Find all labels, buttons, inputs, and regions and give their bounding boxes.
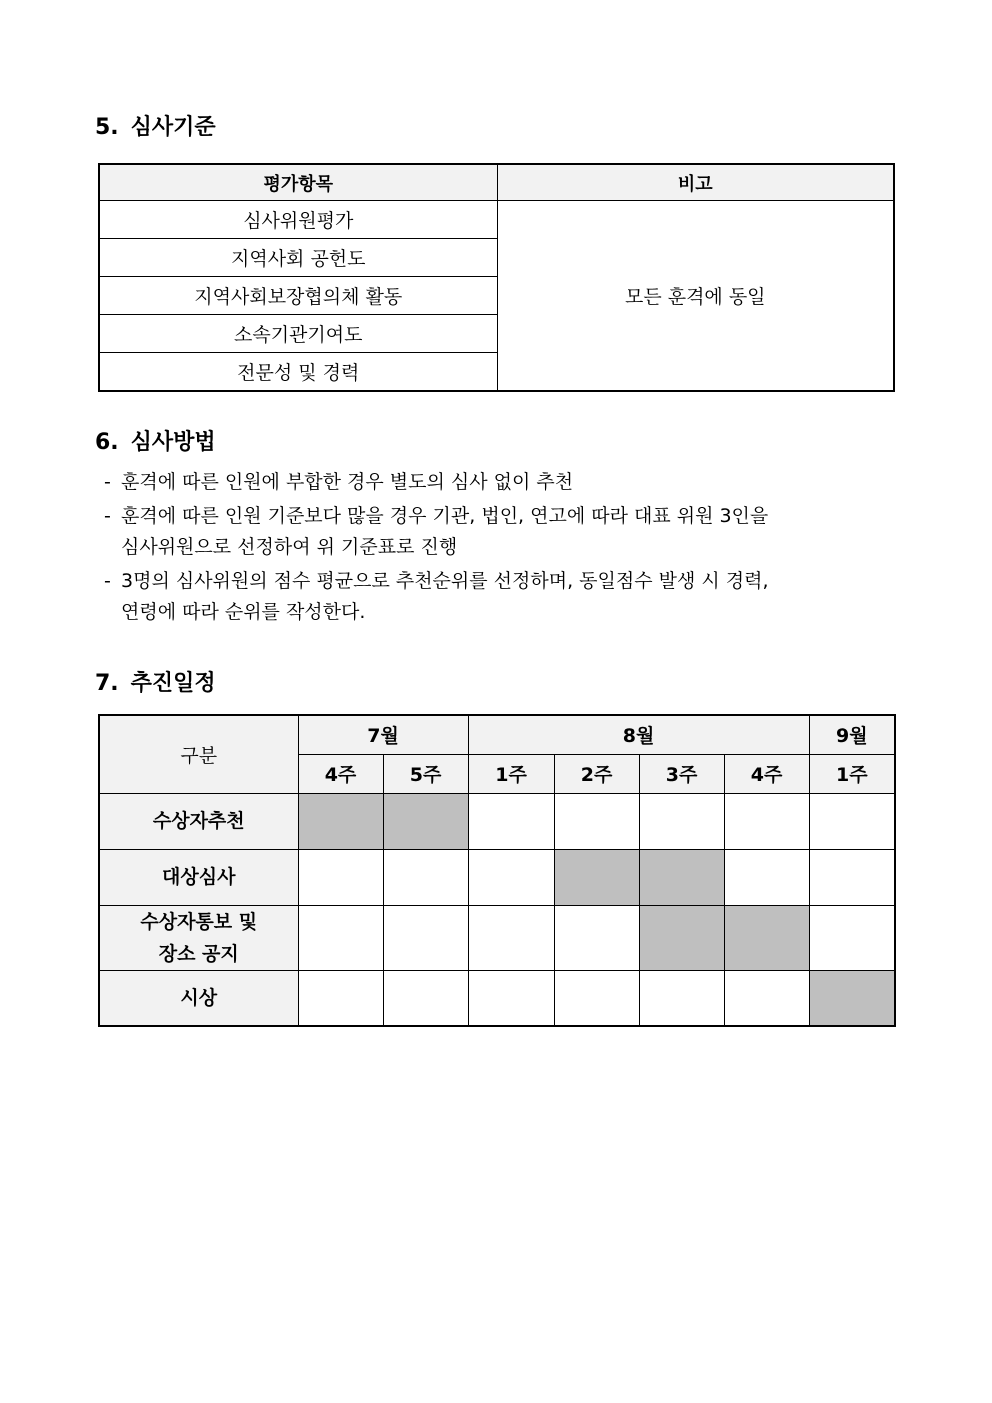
schedule-row xyxy=(99,905,895,970)
schedule-cell xyxy=(468,970,554,1026)
method-dash: - xyxy=(104,505,111,527)
schedule-cell-active xyxy=(724,905,809,970)
schedule-cell xyxy=(809,849,895,905)
criteria-item: 지역사회 공헌도 xyxy=(99,239,497,277)
week-header: 4주 xyxy=(724,754,809,793)
week-header: 5주 xyxy=(383,754,468,793)
method-dash: - xyxy=(104,471,111,493)
schedule-row-label-line: 대상심사 xyxy=(162,866,236,888)
schedule-row-label xyxy=(99,849,298,905)
month-header: 8월 xyxy=(468,715,809,754)
schedule-cell xyxy=(554,905,639,970)
schedule-cell xyxy=(724,793,809,849)
criteria-row xyxy=(99,201,894,239)
section-7-title: 추진일정 xyxy=(130,671,216,696)
criteria-item: 지역사회보장협의체 활동 xyxy=(99,277,497,315)
week-header: 1주 xyxy=(809,754,895,793)
schedule-cell-active xyxy=(298,793,383,849)
schedule-cell-active xyxy=(639,905,724,970)
week-header: 3주 xyxy=(639,754,724,793)
criteria-table xyxy=(98,163,895,392)
schedule-cell xyxy=(639,793,724,849)
schedule-row xyxy=(99,970,895,1026)
section-7-number: 7. xyxy=(95,671,119,696)
schedule-cell xyxy=(468,905,554,970)
schedule-cell xyxy=(298,970,383,1026)
method-item xyxy=(104,566,864,628)
criteria-header-note: 비고 xyxy=(497,164,894,201)
section-5-title: 심사기준 xyxy=(130,115,216,140)
criteria-header-row xyxy=(99,164,894,201)
criteria-note: 모든 훈격에 동일 xyxy=(497,201,894,392)
schedule-row-label-line: 시상 xyxy=(180,986,218,1009)
criteria-item: 전문성 및 경력 xyxy=(99,353,497,392)
schedule-cell xyxy=(383,970,468,1026)
method-list xyxy=(104,467,864,631)
schedule-cell-active xyxy=(383,793,468,849)
schedule-row-label xyxy=(99,793,298,849)
schedule-row-label-line: 수상자통보 및 xyxy=(140,910,258,933)
schedule-cell xyxy=(554,793,639,849)
method-line: 훈격에 따른 인원 기준보다 많을 경우 기관, 법인, 연고에 따라 대표 위원 3인을 xyxy=(121,505,769,527)
week-header: 4주 xyxy=(298,754,383,793)
method-item xyxy=(104,501,864,563)
month-header: 7월 xyxy=(298,715,468,754)
schedule-cell xyxy=(383,849,468,905)
criteria-header-item: 평가항목 xyxy=(99,164,497,201)
schedule-corner: 구분 xyxy=(99,715,298,793)
schedule-cell xyxy=(468,793,554,849)
method-line: 심사위원으로 선정하여 위 기준표로 진행 xyxy=(121,536,458,558)
schedule-row xyxy=(99,793,895,849)
method-line: 훈격에 따른 인원에 부합한 경우 별도의 심사 없이 추천 xyxy=(121,471,574,493)
criteria-item: 소속기관기여도 xyxy=(99,315,497,353)
section-6-number: 6. xyxy=(95,430,119,455)
schedule-cell xyxy=(468,849,554,905)
schedule-cell xyxy=(639,970,724,1026)
schedule-cell xyxy=(383,905,468,970)
method-line: 연령에 따라 순위를 작성한다. xyxy=(121,601,366,623)
schedule-cell-active xyxy=(639,849,724,905)
method-item xyxy=(104,467,864,498)
schedule-row-label xyxy=(99,970,298,1026)
method-dash: - xyxy=(104,570,111,592)
schedule-cell-active xyxy=(554,849,639,905)
schedule-cell-active xyxy=(809,970,895,1026)
schedule-month-row xyxy=(99,715,895,754)
schedule-row xyxy=(99,849,895,905)
section-6-heading xyxy=(95,428,216,458)
section-5-heading xyxy=(95,113,216,143)
schedule-cell xyxy=(724,849,809,905)
schedule-cell xyxy=(724,970,809,1026)
month-header: 9월 xyxy=(809,715,895,754)
section-5-number: 5. xyxy=(95,115,119,140)
schedule-cell xyxy=(554,970,639,1026)
schedule-cell xyxy=(298,905,383,970)
schedule-cell xyxy=(298,849,383,905)
section-7-heading xyxy=(95,669,216,699)
method-line: 3명의 심사위원의 점수 평균으로 추천순위를 선정하며, 동일점수 발생 시 경력, xyxy=(121,570,769,592)
schedule-cell xyxy=(809,905,895,970)
schedule-row-label xyxy=(99,905,298,970)
schedule-table xyxy=(98,714,896,1027)
criteria-item: 심사위원평가 xyxy=(99,201,497,239)
schedule-cell xyxy=(809,793,895,849)
schedule-row-label-line: 수상자추천 xyxy=(152,810,245,832)
schedule-row-label-line: 장소 공지 xyxy=(158,942,239,965)
section-6-title: 심사방법 xyxy=(130,430,216,455)
week-header: 1주 xyxy=(468,754,554,793)
week-header: 2주 xyxy=(554,754,639,793)
